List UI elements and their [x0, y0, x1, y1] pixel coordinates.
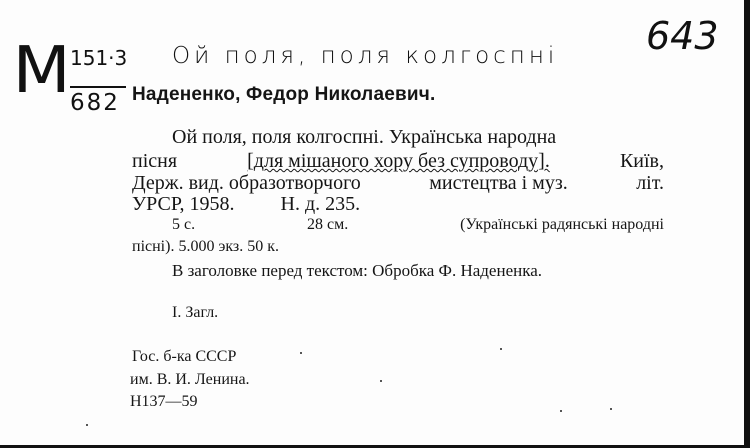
title-line-4 — [132, 193, 360, 216]
publisher-number: Н. д. 235. — [280, 193, 361, 215]
call-number-top: 151·3 — [70, 46, 128, 70]
tracing-line: I. Загл. — [172, 304, 219, 321]
scan-speck — [86, 424, 88, 426]
call-number-bottom: 682 — [70, 90, 120, 116]
scan-speck — [380, 380, 382, 382]
title-line-2-start: пісня — [132, 150, 178, 172]
scan-speck — [560, 410, 562, 412]
title-line-1: Ой поля, поля колгоспні. Українська народна — [172, 126, 557, 148]
collation-line-2 — [132, 238, 279, 256]
publisher-part-2: мистецтва і муз. — [429, 172, 568, 194]
collation-size: 28 см. — [306, 216, 349, 233]
publisher-year: УРСР, 1958. — [132, 193, 235, 215]
collation-copies: 5.000 экз. — [178, 238, 244, 255]
collation-line-1 — [172, 216, 664, 234]
stamp-line-2: им. В. И. Ленина. — [130, 371, 250, 388]
publisher-part-3: літ. — [636, 172, 664, 194]
title-line-2-end: Київ, — [619, 150, 664, 172]
call-number-divider — [70, 86, 126, 88]
collation-series-end: пісні). — [132, 238, 175, 255]
heading-author: Надененко, Федор Николаевич. — [132, 84, 436, 105]
title-line-2 — [132, 150, 664, 173]
handwritten-title: Ой поля, поля колгоспні — [172, 43, 559, 69]
collation-price: 50 к. — [247, 238, 279, 255]
stamp-line-3: Н137—59 — [130, 393, 198, 410]
note-line: В заголовке перед текстом: Обробка Ф. Наденeнка. — [172, 261, 543, 280]
accession-number: 643 — [646, 14, 719, 58]
collation-pages: 5 с. — [172, 216, 196, 233]
scan-speck — [610, 408, 612, 410]
scan-speck — [500, 348, 502, 350]
call-number-letter: M — [12, 34, 69, 108]
title-line-2-underlined: [для мішаного хору без супроводу]. — [247, 150, 550, 172]
stamp-line-1: Гос. б-ка СССР — [132, 348, 237, 365]
scan-speck — [300, 352, 302, 354]
collation-series-start: (Українські радянські народні — [460, 216, 664, 233]
title-line-3 — [132, 172, 664, 195]
publisher-part-1: Держ. вид. образотворчого — [132, 172, 361, 194]
